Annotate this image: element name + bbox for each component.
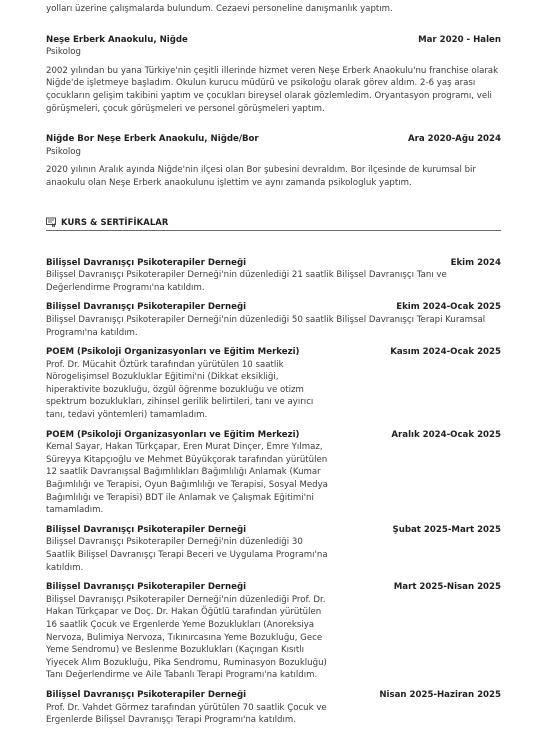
course-entry bbox=[46, 429, 501, 517]
course-organization: Bilişsel Davranışçı Psikoterapiler Derneği bbox=[46, 689, 247, 700]
course-organization: Bilişsel Davranışçı Psikoterapiler Derneği bbox=[46, 524, 247, 535]
course-organization: Bilişsel Davranışçı Psikoterapiler Derneği bbox=[46, 582, 247, 593]
experience-date: Ara 2020-Ağu 2024 bbox=[408, 134, 501, 145]
course-entry bbox=[46, 689, 501, 727]
course-organization: POEM (Psikoloji Organizasyonları ve Eğitim Merkezi) bbox=[46, 347, 300, 358]
course-entry bbox=[46, 524, 501, 574]
course-date: Ekim 2024 bbox=[450, 257, 501, 268]
course-description: Bilişsel Davranışçı Psikoterapiler Derneği'nin düzenlediği Prof. Dr. Hakan Türkçapar ve Doç. Dr. Hakan Öğütlü tarafından yürütülen 16 saatlik Çocuk ve Ergenlerde Yeme Bozuklukları (Anoreksiya Nervoza, Bulimiya Nervoza, Tıkınırcasına Yeme Bozukluğu, Gece Yeme Sendromu) ve Beslenme Bozuklukları (Kaçıngan Kısıtlı Yiyecek Alım Bozukluğu, Pika Sendromu, Ruminasyon Bozukluğu) Tanı Değerlendirme ve Aile Tabanlı Terapi Programı'na katıldım. bbox=[46, 594, 327, 681]
course-description: Bilişsel Davranışçı Psikoterapiler Derneği'nin düzenlediği 30 Saatlik Bilişsel Davranışçı Terapi Beceri ve Uygulama Programı'na katıldım. bbox=[46, 537, 328, 573]
course-date: Şubat 2025-Mart 2025 bbox=[392, 524, 501, 535]
course-description: Prof. Dr. Vahdet Görmez tarafından yürütülen 70 saatlik Çocuk ve Ergenlerde Bilişsel Davranışçı Terapi Programı'na katıldım. bbox=[46, 702, 327, 726]
course-organization: POEM (Psikoloji Organizasyonları ve Eğitim Merkezi) bbox=[46, 429, 300, 440]
experience-date: Mar 2020 - Halen bbox=[418, 34, 501, 45]
courses-list bbox=[46, 257, 501, 727]
course-date: Ekim 2024-Ocak 2025 bbox=[396, 302, 501, 313]
course-date: Nisan 2025-Haziran 2025 bbox=[379, 689, 501, 700]
course-organization: Bilişsel Davranışçı Psikoterapiler Derneği bbox=[46, 257, 247, 268]
course-entry bbox=[46, 346, 501, 422]
course-organization: Bilişsel Davranışçı Psikoterapiler Derneği bbox=[46, 302, 247, 313]
course-description: Prof. Dr. Mücahit Öztürk tarafından yürütülen 10 saatlik Nörogelişimsel Bozukluklar Eğitimi'ni (Dikkat eksikliği, hiperaktivite bozukluğu, özgül öğrenme bozukluğu ve otizm spektrum bozuklukları, zihinsel gerilik belirtileri, tanı ve ayırıcı tanı, tedavi yöntemleri) tamamladım. bbox=[46, 359, 314, 421]
experience-role: Psikolog bbox=[46, 146, 81, 157]
course-description: Kemal Sayar, Hakan Türkçapar, Eren Murat Dinçer, Emre Yılmaz, Süreyya Kitapçıoğlu ve Mehmet Büyükçorak tarafından yürütülen 12 saatlik Davranışsal Bağımlılıkları Bağımlılığı Anlamak (Kumar Bağımlılığı ve Terapisi, Oyun Bağımlılığı ve Terapisi, Sosyal Medya Bağımlılığı ve Terapisi) BDT ile Anlamak ve Çalışmak Eğitimi'ni tamamladım. bbox=[46, 442, 328, 516]
experience-organization: Neşe Erberk Anaokulu, Niğde bbox=[46, 34, 188, 45]
experience-description: 2002 yılından bu yana Türkiye'nin çeşitli illerinde hizmet veren Neşe Erberk Anaokulu'nu franchise olarak Niğde'de işletmeye başladım. Okulun kurucu müdürü ve psikoloğu olarak görev aldım. 2-6 yaş arası çocukların gelişim takibini yaptım ve çocukları bireysel olarak gözlemledim. Oryantasyon programı, veli görüşmeleri, çocuk görüşmeleri ve personel görüşmeleri yaptım. bbox=[46, 65, 499, 114]
experience-description: 2020 yılının Aralık ayında Niğde'nin ilçesi olan Bor şubesini devraldım. Bor ilçesinde de kurumsal bir anaokulu olan Neşe Erberk anaokulunu işlettim ve aynı zamanda psikologluk yaptım. bbox=[46, 165, 476, 188]
experience-entry bbox=[46, 133, 501, 189]
course-description: Bilişsel Davranışçı Psikoterapiler Derneği'nin düzenlediği 21 saatlik Bilişsel Davranışçı Tanı ve Değerlendirme Programı'na katıldım. bbox=[46, 270, 447, 293]
course-entry bbox=[46, 301, 501, 339]
course-date: Aralık 2024-Ocak 2025 bbox=[391, 429, 501, 440]
course-description: Bilişsel Davranışçı Psikoterapiler Derneği'nin düzenlediği 50 saatlik Bilişsel Davranışçı Terapi Kuramsal Programı'na katıldım. bbox=[46, 314, 486, 338]
resume-page bbox=[46, 0, 501, 734]
previous-entry-text: yolları üzerine çalışmalarda bulundum. Cezaevi personeline danışmanlık yaptım. bbox=[46, 4, 393, 14]
course-entry bbox=[46, 581, 501, 682]
section-title: KURS & SERTİFİKALAR bbox=[61, 216, 169, 227]
experience-organization: Niğde Bor Neşe Erberk Anaokulu, Niğde/Bor bbox=[46, 134, 259, 145]
section-heading bbox=[46, 217, 501, 227]
course-entry bbox=[46, 257, 501, 295]
certificate-icon bbox=[46, 217, 56, 227]
course-date: Kasım 2024-Ocak 2025 bbox=[390, 347, 501, 358]
section-divider bbox=[46, 230, 501, 231]
experience-role: Psikolog bbox=[46, 47, 81, 58]
experience-entry bbox=[46, 34, 501, 116]
course-date: Mart 2025-Nisan 2025 bbox=[393, 582, 501, 593]
